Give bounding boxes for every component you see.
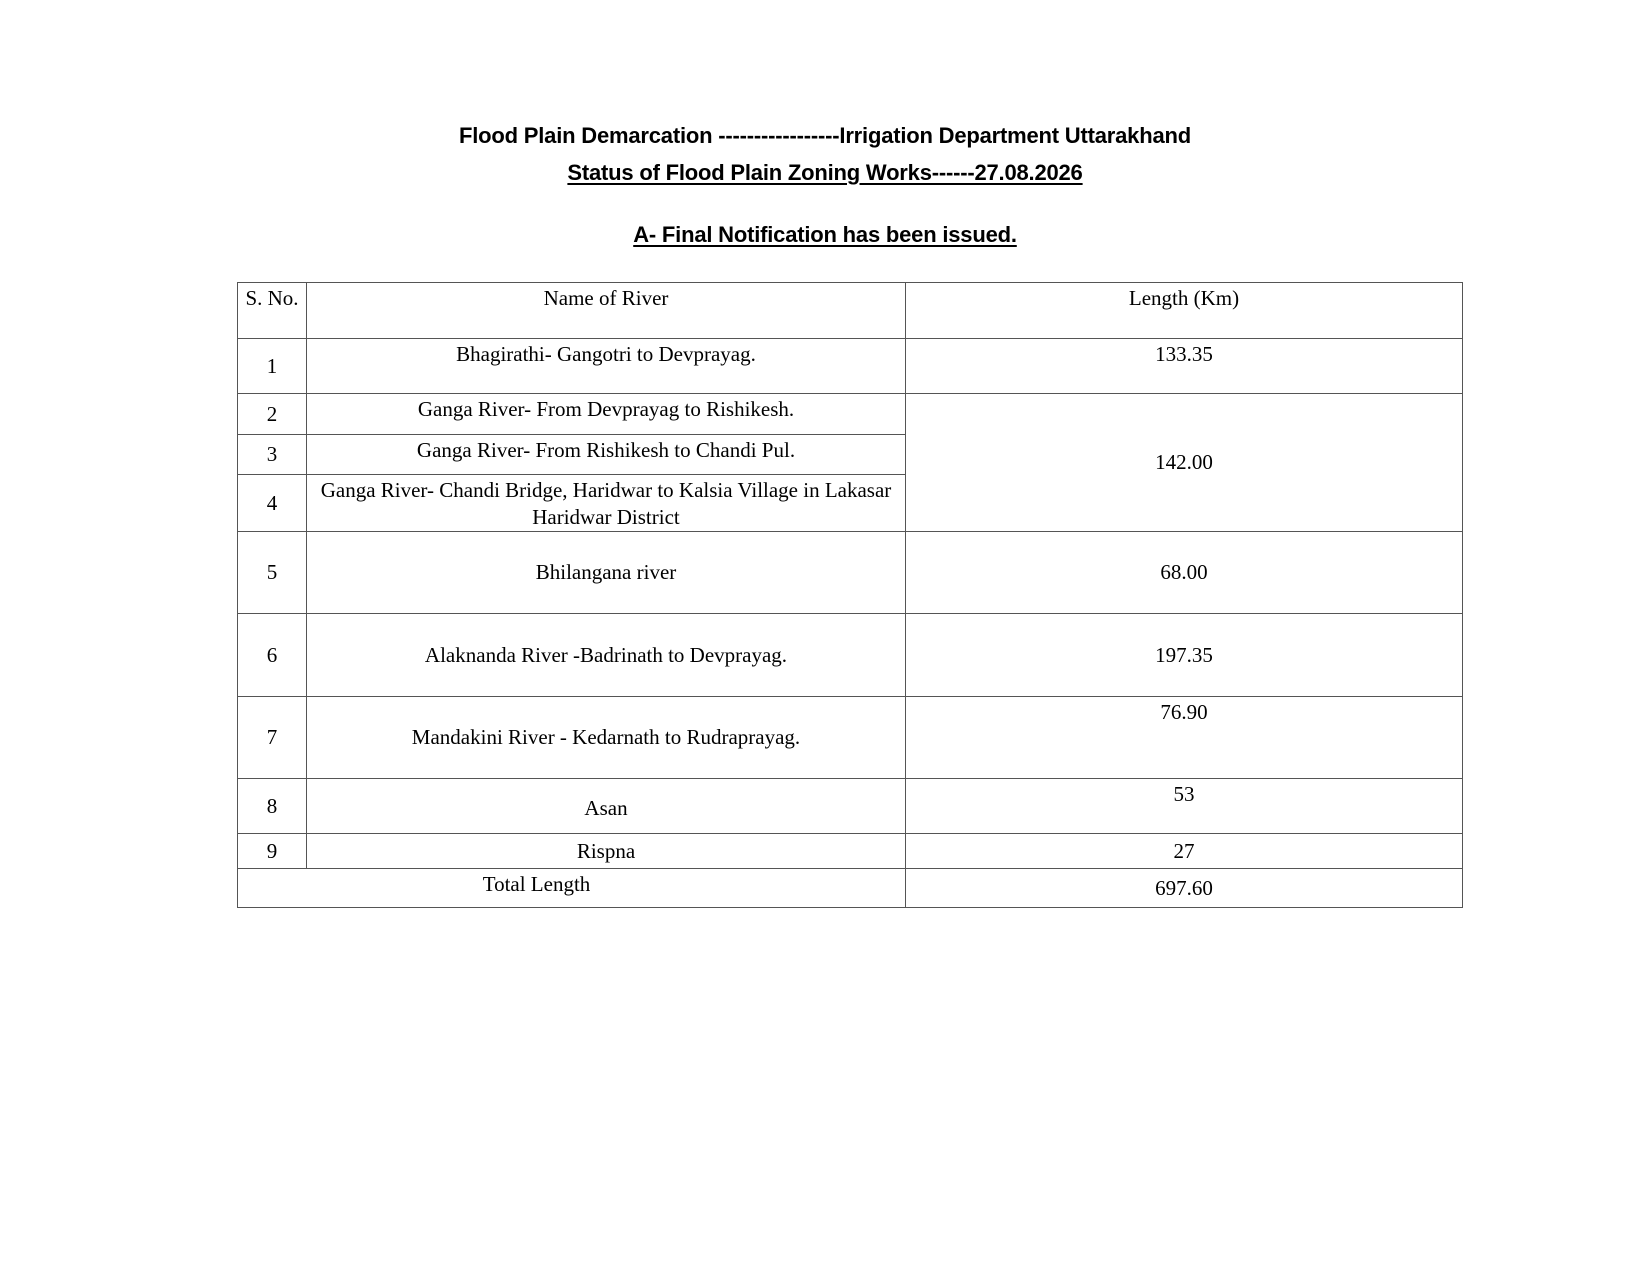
table-row — [238, 394, 1463, 435]
cell-length: 197.35 — [906, 614, 1463, 697]
river-length-table — [237, 282, 1463, 908]
cell-length: 53 — [906, 779, 1463, 834]
cell-river-name: Ganga River- From Devprayag to Rishikesh. — [307, 394, 906, 435]
cell-river-name: Ganga River- From Rishikesh to Chandi Pul. — [307, 435, 906, 475]
cell-river-name: Bhagirathi- Gangotri to Devprayag. — [307, 339, 906, 394]
table-total-row — [238, 869, 1463, 908]
cell-length: 27 — [906, 834, 1463, 869]
cell-river-name: Alaknanda River -Badrinath to Devprayag. — [307, 614, 906, 697]
document-title: Flood Plain Demarcation -----------------Irrigation Department Uttarakhand — [459, 123, 1191, 148]
header-river-name: Name of River — [307, 283, 906, 339]
cell-length: 76.90 — [906, 697, 1463, 779]
cell-length: 68.00 — [906, 532, 1463, 614]
table-row — [238, 532, 1463, 614]
cell-river-name: Rispna — [307, 834, 906, 869]
status-heading: Status of Flood Plain Zoning Works------27.08.2026 — [567, 160, 1083, 185]
table-row — [238, 697, 1463, 779]
cell-river-name: Ganga River- Chandi Bridge, Haridwar to Kalsia Village in Lakasar Haridwar District — [307, 475, 906, 532]
cell-sno: 3 — [238, 435, 307, 475]
header-sno: S. No. — [238, 283, 307, 339]
cell-sno: 2 — [238, 394, 307, 435]
total-value: 697.60 — [906, 869, 1463, 908]
cell-sno: 9 — [238, 834, 307, 869]
cell-sno: 7 — [238, 697, 307, 779]
cell-sno: 8 — [238, 779, 307, 834]
cell-sno: 6 — [238, 614, 307, 697]
table-row — [238, 339, 1463, 394]
cell-river-name: Mandakini River - Kedarnath to Rudraprayag. — [307, 697, 906, 779]
cell-sno: 4 — [238, 475, 307, 532]
cell-river-name: Asan — [307, 779, 906, 834]
cell-sno: 5 — [238, 532, 307, 614]
total-label: Total Length — [238, 869, 906, 908]
table-header-row — [238, 283, 1463, 339]
cell-length: 133.35 — [906, 339, 1463, 394]
table-row — [238, 779, 1463, 834]
header-length: Length (Km) — [906, 283, 1463, 339]
table-row — [238, 834, 1463, 869]
cell-length-merged: 142.00 — [906, 394, 1463, 532]
cell-sno: 1 — [238, 339, 307, 394]
table-row — [238, 614, 1463, 697]
cell-river-name: Bhilangana river — [307, 532, 906, 614]
section-heading: A- Final Notification has been issued. — [633, 222, 1017, 247]
